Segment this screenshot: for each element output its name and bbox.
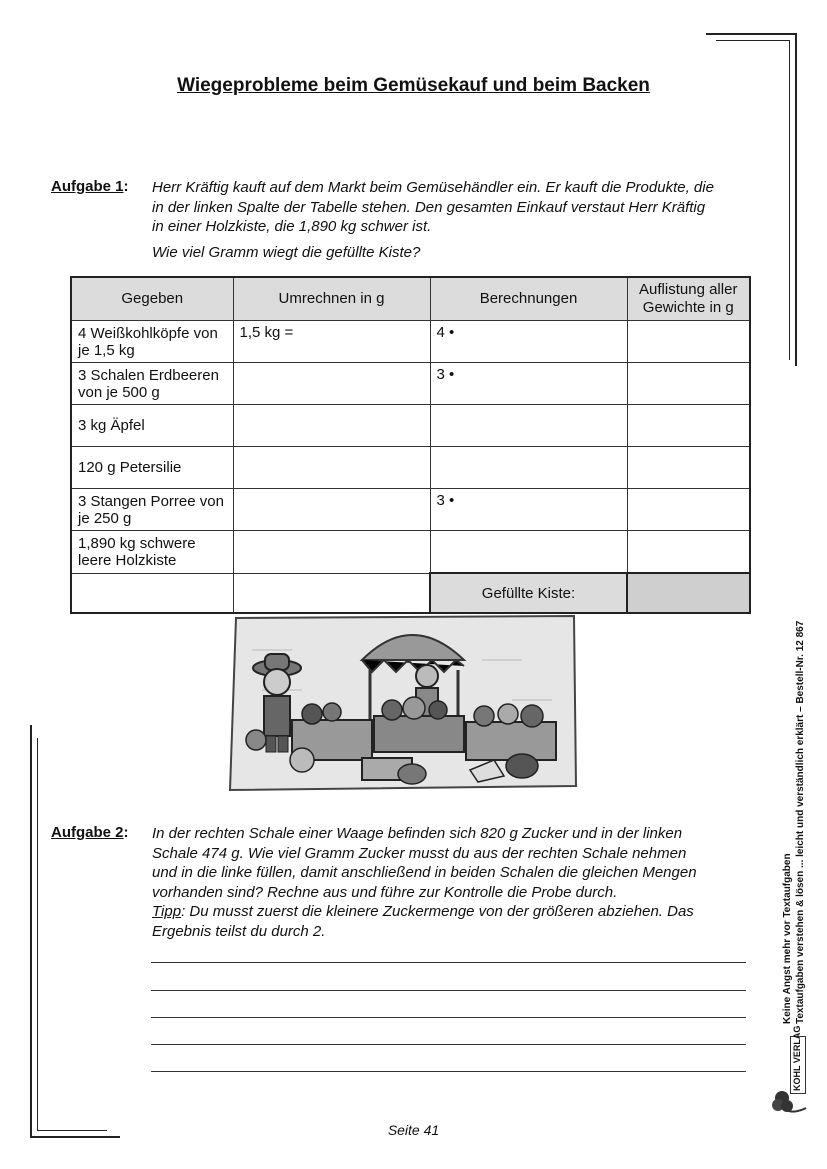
task1-label: Aufgabe 1: [51, 178, 129, 195]
sidebar-line-2: Textaufgaben verstehen & lösen ... leicht und verständlich erklärt – Bestell-Nr. 12 867 [795, 620, 806, 1024]
cell-list[interactable] [627, 363, 750, 405]
answer-line-2[interactable] [151, 990, 746, 991]
weights-table [70, 276, 751, 614]
cell-list[interactable] [627, 321, 750, 363]
task1-question: Wie viel Gramm wiegt die gefüllte Kiste? [152, 243, 421, 261]
cell-calc[interactable]: 3 • [430, 363, 627, 405]
table-header-row [71, 277, 750, 321]
frame-top-right-h2 [716, 40, 790, 41]
publisher-logo [790, 1025, 806, 1094]
task2-label: Aufgabe 2: [51, 824, 129, 841]
answer-line-1[interactable] [151, 962, 746, 963]
cell-empty [233, 573, 430, 613]
cell-calc[interactable] [430, 531, 627, 574]
publisher-name: KOHL VERLAG [792, 1025, 802, 1091]
cell-list[interactable] [627, 447, 750, 489]
cell-calc[interactable]: 4 • [430, 321, 627, 363]
cell-calc[interactable] [430, 405, 627, 447]
cell-given: 4 Weißkohlköpfe von je 1,5 kg [71, 321, 233, 363]
cell-list[interactable] [627, 531, 750, 574]
market-stall-illustration [222, 610, 580, 802]
total-label: Gefüllte Kiste: [430, 573, 627, 613]
header-list: Auflistung aller Gewichte in g [627, 277, 750, 321]
answer-line-3[interactable] [151, 1017, 746, 1018]
cell-given: 3 Stangen Porree von je 250 g [71, 489, 233, 531]
cell-list[interactable] [627, 405, 750, 447]
cell-convert[interactable] [233, 363, 430, 405]
answer-line-4[interactable] [151, 1044, 746, 1045]
page-number: Seite 41 [387, 1122, 440, 1138]
cell-empty [71, 573, 233, 613]
frame-bottom-left-v2 [37, 738, 38, 1131]
header-calc: Berechnungen [430, 277, 627, 321]
cell-convert[interactable]: 1,5 kg = [233, 321, 430, 363]
header-given: Gegeben [71, 277, 233, 321]
cell-given: 3 Schalen Erdbeeren von je 500 g [71, 363, 233, 405]
cell-convert[interactable] [233, 489, 430, 531]
task1-label-text: Aufgabe 1 [51, 178, 124, 195]
task2-line-3: und in die linke füllen, damit anschließend in beiden Schalen die gleichen Mengen [152, 864, 697, 881]
task1-line-2: in der linken Spalte der Tabelle stehen. Den gesamten Einkauf verstaut Herr Kräftig [152, 198, 706, 216]
table-row [71, 531, 750, 574]
task1-line-3: in einer Holzkiste, die 1,890 kg schwer ist. [152, 218, 432, 235]
task2-line-2: Schale 474 g. Wie viel Gramm Zucker musst du aus der rechten Schale nehmen [152, 844, 687, 862]
table-row [71, 321, 750, 363]
cell-calc[interactable]: 3 • [430, 489, 627, 531]
table-row [71, 363, 750, 405]
frame-bottom-left-v1 [30, 725, 32, 1138]
cell-convert[interactable] [233, 447, 430, 489]
task2-line-1: In der rechten Schale einer Waage befinden sich 820 g Zucker und in der linken [152, 825, 683, 842]
total-value-cell[interactable] [627, 573, 750, 613]
table-row [71, 447, 750, 489]
cell-calc[interactable] [430, 447, 627, 489]
tip-label: Tipp [152, 903, 182, 920]
cell-given: 1,890 kg schwere leere Holzkiste [71, 531, 233, 574]
cell-convert[interactable] [233, 405, 430, 447]
task1-text [152, 178, 762, 262]
table-row [71, 489, 750, 531]
cell-given: 3 kg Äpfel [71, 405, 233, 447]
table-total-row [71, 573, 750, 613]
cell-given: 120 g Petersilie [71, 447, 233, 489]
frame-top-right-h1 [706, 33, 796, 35]
task2-text [152, 824, 762, 941]
tip-text-2: Ergebnis teilst du durch 2. [152, 922, 326, 940]
cell-list[interactable] [627, 489, 750, 531]
tree-logo-icon [770, 1088, 810, 1118]
task2-line-4: vorhanden sind? Rechne aus und führe zur Kontrolle die Probe durch. [152, 883, 618, 901]
task2-label-text: Aufgabe 2 [51, 824, 124, 841]
task1-line-1: Herr Kräftig kauft auf dem Markt beim Gemüsehändler ein. Er kauft die Produkte, die [152, 179, 714, 196]
task2-tip-line [152, 902, 762, 922]
page-title: Wiegeprobleme beim Gemüsekauf und beim Backen [177, 75, 650, 96]
answer-line-5[interactable] [151, 1071, 746, 1072]
cell-convert[interactable] [233, 531, 430, 574]
table-row [71, 405, 750, 447]
header-convert: Umrechnen in g [233, 277, 430, 321]
tip-text-1: : Du musst zuerst die kleinere Zuckermenge von der größeren abziehen. Das [181, 903, 694, 920]
sidebar-line-1: Keine Angst mehr vor Textaufgaben [782, 853, 793, 1024]
